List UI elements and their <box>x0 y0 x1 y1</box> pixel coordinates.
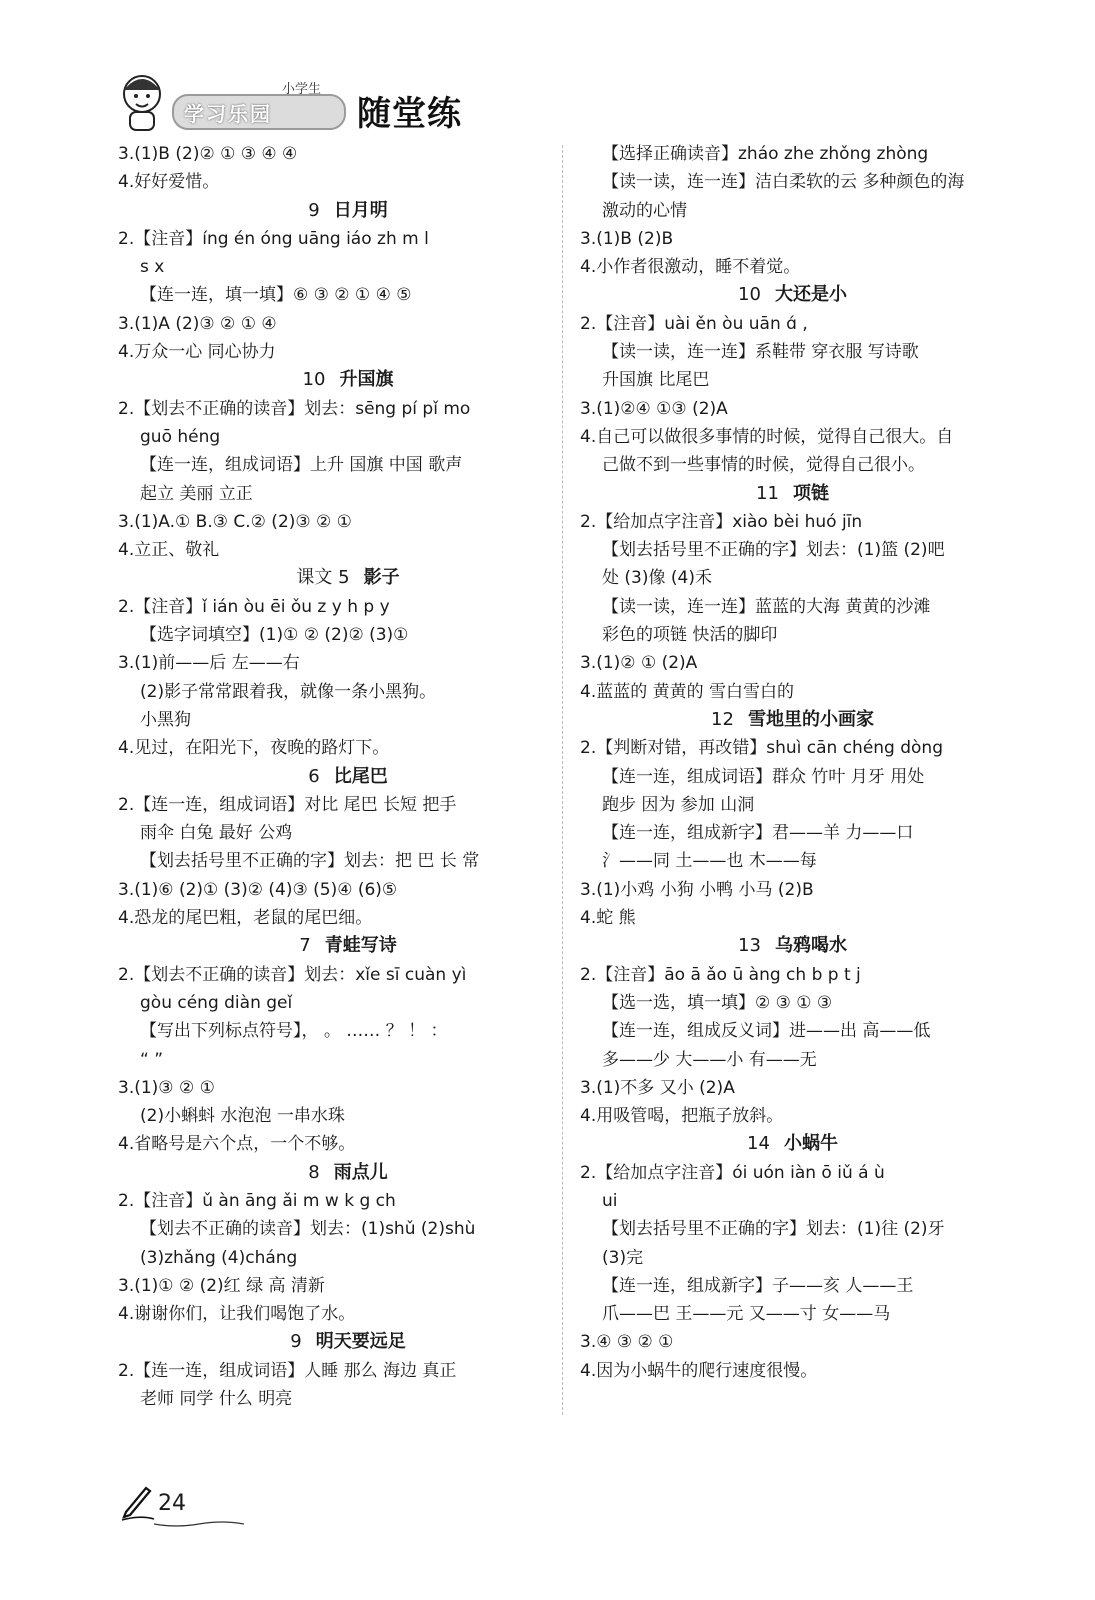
answer-line: ui <box>602 1190 618 1211</box>
answer-line: “ ” <box>140 1049 164 1070</box>
answer-line: 雨伞 白兔 最好 公鸡 <box>140 823 293 844</box>
lesson-title <box>118 932 578 960</box>
answer-line: (3)完 <box>602 1247 644 1268</box>
answer-line: 多——少 大——小 有——无 <box>602 1049 817 1070</box>
lesson-title <box>580 480 1005 508</box>
lesson-name: 升国旗 <box>339 369 394 391</box>
lesson-number: 8 <box>308 1161 320 1183</box>
lesson-title <box>580 706 1005 734</box>
answer-line: 4.蛇 熊 <box>580 908 636 929</box>
page-header <box>112 64 532 134</box>
answer-line: 【选字词填空】(1)① ② (2)② (3)① <box>140 625 409 646</box>
lesson-name: 项链 <box>792 482 829 504</box>
underline-squiggle <box>154 1519 244 1529</box>
answer-line: 4.因为小蜗牛的爬行速度很慢。 <box>580 1360 818 1381</box>
lesson-title <box>580 932 1005 960</box>
pencil-icon <box>120 1485 156 1521</box>
answer-line: (3)zhǎng (4)cháng <box>140 1247 298 1268</box>
lesson-number: 7 <box>299 935 311 957</box>
lesson-number: 9 <box>290 1331 302 1353</box>
answer-line: 处 (3)像 (4)禾 <box>602 568 712 589</box>
answer-line: 3.(1)② ① (2)A <box>580 653 698 674</box>
answer-line: 3.(1)不多 又小 (2)A <box>580 1077 735 1098</box>
answer-line: 【连一连，填一填】⑥ ③ ② ① ④ ⑤ <box>140 285 412 306</box>
answer-line: 4.万众一心 同心协力 <box>118 342 276 363</box>
answer-line: 2.【注音】ǔ àn āng ǎi m w k g ch <box>118 1190 396 1211</box>
answer-line: 4.见过，在阳光下，夜晚的路灯下。 <box>118 738 390 759</box>
lesson-number: 6 <box>308 765 320 787</box>
lesson-number: 课文 5 <box>296 567 350 589</box>
left-column <box>118 140 578 1413</box>
answer-line: 彩色的项链 快活的脚印 <box>602 625 778 646</box>
answer-line: 激动的心情 <box>602 200 687 221</box>
answer-line: 【读一读，连一连】蓝蓝的大海 黄黄的沙滩 <box>602 596 931 617</box>
answer-line: 4.蓝蓝的 黄黄的 雪白雪白的 <box>580 681 795 702</box>
page-number-area <box>120 1485 260 1525</box>
lesson-number: 12 <box>711 708 734 730</box>
lesson-number: 14 <box>747 1133 770 1155</box>
answer-line: 2.【连一连，组成词语】对比 尾巴 长短 把手 <box>118 794 457 815</box>
answer-line: 2.【划去不正确的读音】划去：sēng pí pǐ mo <box>118 398 471 419</box>
answer-line: 【选择正确读音】zháo zhe zhǒng zhòng <box>602 144 929 164</box>
answer-line: 4.好好爱惜。 <box>118 172 220 193</box>
lesson-name: 比尾巴 <box>333 765 388 787</box>
answer-line: 【连一连，组成新字】君——羊 力——口 <box>602 823 914 844</box>
answer-line: 2.【注音】uài ěn òu uān ɑ́ , <box>580 313 808 334</box>
lesson-title <box>118 1328 578 1356</box>
lesson-name: 乌鸦喝水 <box>774 935 847 957</box>
answer-line: (2)影子常常跟着我，就像一条小黑狗。 <box>140 681 437 702</box>
right-column <box>580 140 1005 1385</box>
mascot-icon <box>112 64 172 134</box>
answer-line: 小黑狗 <box>140 709 191 730</box>
answer-line: 【划去括号里不正确的字】划去：把 巴 长 常 <box>140 851 480 872</box>
lesson-name: 雪地里的小画家 <box>747 708 874 730</box>
answer-line: 3.(1)① ② (2)红 绿 高 清新 <box>118 1275 325 1296</box>
lesson-number: 11 <box>756 482 779 504</box>
answer-line: 4.立正、敬礼 <box>118 540 220 561</box>
lesson-title <box>580 281 1005 309</box>
answer-line: 【连一连，组成反义词】进——出 高——低 <box>602 1021 931 1042</box>
answer-line: 爪——巴 王——元 又——寸 女——马 <box>602 1304 891 1325</box>
answer-line: 4.自己可以做很多事情的时候，觉得自己很大。自 <box>580 426 954 447</box>
answer-line: 【划去括号里不正确的字】划去：(1)篮 (2)吧 <box>602 540 945 561</box>
answer-line: 起立 美丽 立正 <box>140 483 253 504</box>
lesson-name: 小蜗牛 <box>783 1133 838 1155</box>
answer-line: 3.(1)A (2)③ ② ① ④ <box>118 313 277 334</box>
lesson-name: 雨点儿 <box>333 1161 388 1183</box>
lesson-number: 10 <box>302 369 326 391</box>
answer-line: 4.恐龙的尾巴粗，老鼠的尾巴细。 <box>118 908 373 929</box>
answer-line: 3.(1)小鸡 小狗 小鸭 小马 (2)B <box>580 879 814 900</box>
lesson-title <box>118 197 578 225</box>
answer-line: 【连一连，组成新字】子——亥 人——王 <box>602 1275 914 1296</box>
lesson-title <box>118 763 578 791</box>
answer-line: 3.(1)前——后 左——右 <box>118 653 300 674</box>
answer-line: 2.【给加点字注音】ói uón iàn ō iǔ á ù <box>580 1162 885 1183</box>
answer-line: 3.④ ③ ② ① <box>580 1332 674 1353</box>
answer-line: 【连一连，组成词语】群众 竹叶 月牙 用处 <box>602 766 925 787</box>
answer-line: 【读一读，连一连】洁白柔软的云 多种颜色的海 <box>602 172 965 193</box>
lesson-number: 13 <box>738 935 761 957</box>
answer-line: 3.(1)B (2)② ① ③ ④ ④ <box>118 144 298 164</box>
lesson-number: 10 <box>738 284 761 306</box>
answer-line: 4.谢谢你们，让我们喝饱了水。 <box>118 1304 356 1325</box>
answer-line: 【连一连，组成词语】上升 国旗 中国 歌声 <box>140 455 463 476</box>
answer-line: 2.【划去不正确的读音】划去：xǐe sī cuàn yì <box>118 964 467 985</box>
answer-line: 【划去括号里不正确的字】划去：(1)往 (2)牙 <box>602 1219 945 1240</box>
answer-line: 2.【给加点字注音】xiào bèi huó jīn <box>580 511 863 532</box>
lesson-title <box>118 366 578 394</box>
lesson-title <box>118 564 578 592</box>
lesson-name: 大还是小 <box>774 284 847 306</box>
book-title: 随堂练 <box>357 94 462 134</box>
answer-line: 2.【连一连，组成词语】人睡 那么 海边 真正 <box>118 1360 457 1381</box>
lesson-number: 9 <box>308 199 320 221</box>
answer-line: 【读一读，连一连】系鞋带 穿衣服 写诗歌 <box>602 342 919 363</box>
logo-subtext: 小学生 <box>282 82 322 97</box>
answer-line: 2.【判断对错，再改错】shuì cān chéng dòng <box>580 738 944 759</box>
answer-line: 3.(1)②④ ①③ (2)A <box>580 398 728 419</box>
answer-line: 3.(1)③ ② ① <box>118 1077 215 1098</box>
answer-line: 4.用吸管喝，把瓶子放斜。 <box>580 1106 784 1127</box>
answer-line: 氵——同 土——也 木——每 <box>602 851 817 872</box>
answer-line: 2.【注音】āo ā ǎo ū àng ch b p t j <box>580 964 861 985</box>
answer-line: 【写出下列标点符号】， 。 …… ？ ！ ： <box>140 1021 448 1042</box>
answer-line: 2.【注音】ǐ ián òu ēi ǒu z y h p y <box>118 596 390 617</box>
answer-line: 跑步 因为 参加 山洞 <box>602 794 755 815</box>
answer-line: 3.(1)⑥ (2)① (3)② (4)③ (5)④ (6)⑤ <box>118 879 398 900</box>
lesson-name: 青蛙写诗 <box>324 935 397 957</box>
lesson-title <box>118 1159 578 1187</box>
logo-text: 学习乐园 <box>184 102 272 126</box>
lesson-name: 明天要远足 <box>315 1331 406 1353</box>
answer-line: 4.小作者很激动，睡不着觉。 <box>580 257 801 278</box>
answer-line: 升国旗 比尾巴 <box>602 370 710 391</box>
column-divider <box>562 145 563 1415</box>
answer-line: guō héng <box>140 426 221 447</box>
lesson-name: 影子 <box>363 567 400 589</box>
answer-line: 3.(1)A.① B.③ C.② (2)③ ② ① <box>118 511 352 532</box>
answer-line: 老师 同学 什么 明亮 <box>140 1389 293 1410</box>
answer-line: 4.省略号是六个点，一个不够。 <box>118 1134 356 1155</box>
answer-line: 己做不到一些事情的时候，觉得自己很小。 <box>602 455 925 476</box>
answer-line: 【选一选，填一填】② ③ ① ③ <box>602 992 833 1013</box>
lesson-name: 日月明 <box>333 199 388 221</box>
answer-line: 3.(1)B (2)B <box>580 228 674 249</box>
answer-line: gòu céng diàn geǐ <box>140 992 293 1013</box>
lesson-title <box>580 1130 1005 1158</box>
answer-line: (2)小蝌蚪 水泡泡 一串水珠 <box>140 1106 345 1127</box>
answer-line: 2.【注音】íng én óng uāng iáo zh m l <box>118 228 429 249</box>
answer-line: 【划去不正确的读音】划去：(1)shǔ (2)shù <box>140 1219 476 1240</box>
page-number: 24 <box>158 1491 186 1516</box>
answer-line: s x <box>140 257 165 278</box>
